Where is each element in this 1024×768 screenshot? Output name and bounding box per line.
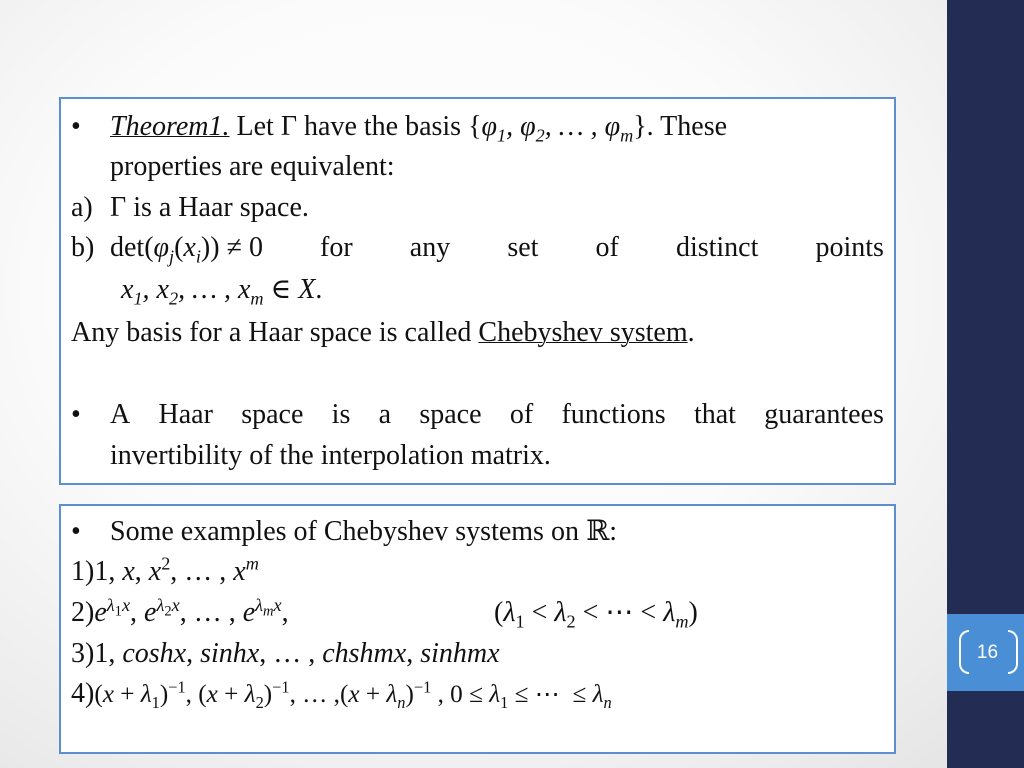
examples-intro: Some examples of Chebyshev systems on ℝ: (110, 516, 617, 547)
item-b-word: distinct (675, 232, 759, 263)
example-3-formula: 1, coshx, sinhx, … , chshmx, sinhmx (94, 638, 500, 669)
haar-word: A (110, 399, 131, 430)
haar-word: a (378, 399, 392, 430)
right-brace-icon (1008, 630, 1018, 674)
theorem-box (59, 97, 896, 485)
example-4 (71, 677, 612, 711)
example-4-formula: $(x + \lambda_1)^{-1}$, $(x + \lambda_2)^{-1}$, … $,(x + \lambda_n)^{-1}$ , $0 \le \lambda_1$ ≤ ⋯ ≤ $\lambda_n$ (94, 677, 612, 713)
haar-word: is (331, 399, 351, 430)
item-a-text: Γ is a Haar space. (110, 192, 309, 223)
example-2-condition: ($\lambda_1 < \lambda_2$ < ⋯ < $\lambda_m$) (494, 597, 698, 632)
haar-word: space (419, 399, 482, 430)
haar-word: space (241, 399, 304, 430)
any-basis-text: Any basis for a Haar space is called (71, 317, 479, 348)
page-number: 16 (976, 642, 999, 663)
haar-line-2: invertibility of the interpolation matrix. (110, 440, 551, 471)
example-2 (71, 596, 851, 630)
theorem-title: Theorem1. (110, 111, 230, 142)
item-b-word: points (815, 232, 884, 263)
theorem-line-1 (61, 110, 884, 144)
item-b-word: for (320, 232, 353, 263)
determinant-formula: $\det(\varphi_j(x_i)) \ne 0$ (110, 232, 263, 267)
haar-word: Haar (158, 399, 213, 430)
item-a-label: a) (71, 192, 93, 223)
points-formula: $x_1$, $x_2$, … , $x_m$ ∈ X. (121, 274, 323, 309)
haar-word: guarantees (764, 399, 884, 430)
theorem-text-pre: Let Γ have the basis { (236, 111, 482, 142)
example-3-label: 3) (71, 638, 95, 669)
period: . (687, 317, 695, 348)
example-1 (71, 555, 259, 589)
item-b (61, 231, 884, 265)
example-2-label: 2) (71, 597, 95, 628)
bullet-icon: • (71, 399, 81, 430)
bullet-icon: • (71, 111, 81, 142)
haar-word: that (693, 399, 736, 430)
item-b-word: set (507, 232, 539, 263)
example-1-label: 1) (71, 556, 95, 587)
theorem-text-post: }. These (633, 111, 728, 142)
chebyshev-term: Chebyshev system (478, 317, 688, 348)
example-4-label: 4) (71, 678, 95, 709)
examples-box (59, 504, 896, 754)
item-b-label: b) (71, 232, 95, 263)
basis-formula: $\varphi_1$, $\varphi_2$, … , $\varphi_m$ (481, 111, 634, 146)
page-number-badge (947, 614, 1024, 691)
item-b-word: any (409, 232, 451, 263)
example-1-formula: 1, x, $x^2$, … , $x^m$ (94, 553, 259, 587)
haar-word: of (509, 399, 534, 430)
chebyshev-definition (71, 316, 695, 350)
item-b-word: of (595, 232, 619, 263)
example-2-formula: $e^{\lambda_1x}$, $e^{\lambda_2x}$, … , $e^{\lambda_mx}$, (94, 594, 289, 628)
bullet-icon: • (71, 516, 81, 547)
haar-word: functions (561, 399, 666, 430)
example-3 (71, 637, 500, 671)
haar-line-1 (61, 398, 884, 432)
theorem-line-2: properties are equivalent: (110, 151, 395, 182)
